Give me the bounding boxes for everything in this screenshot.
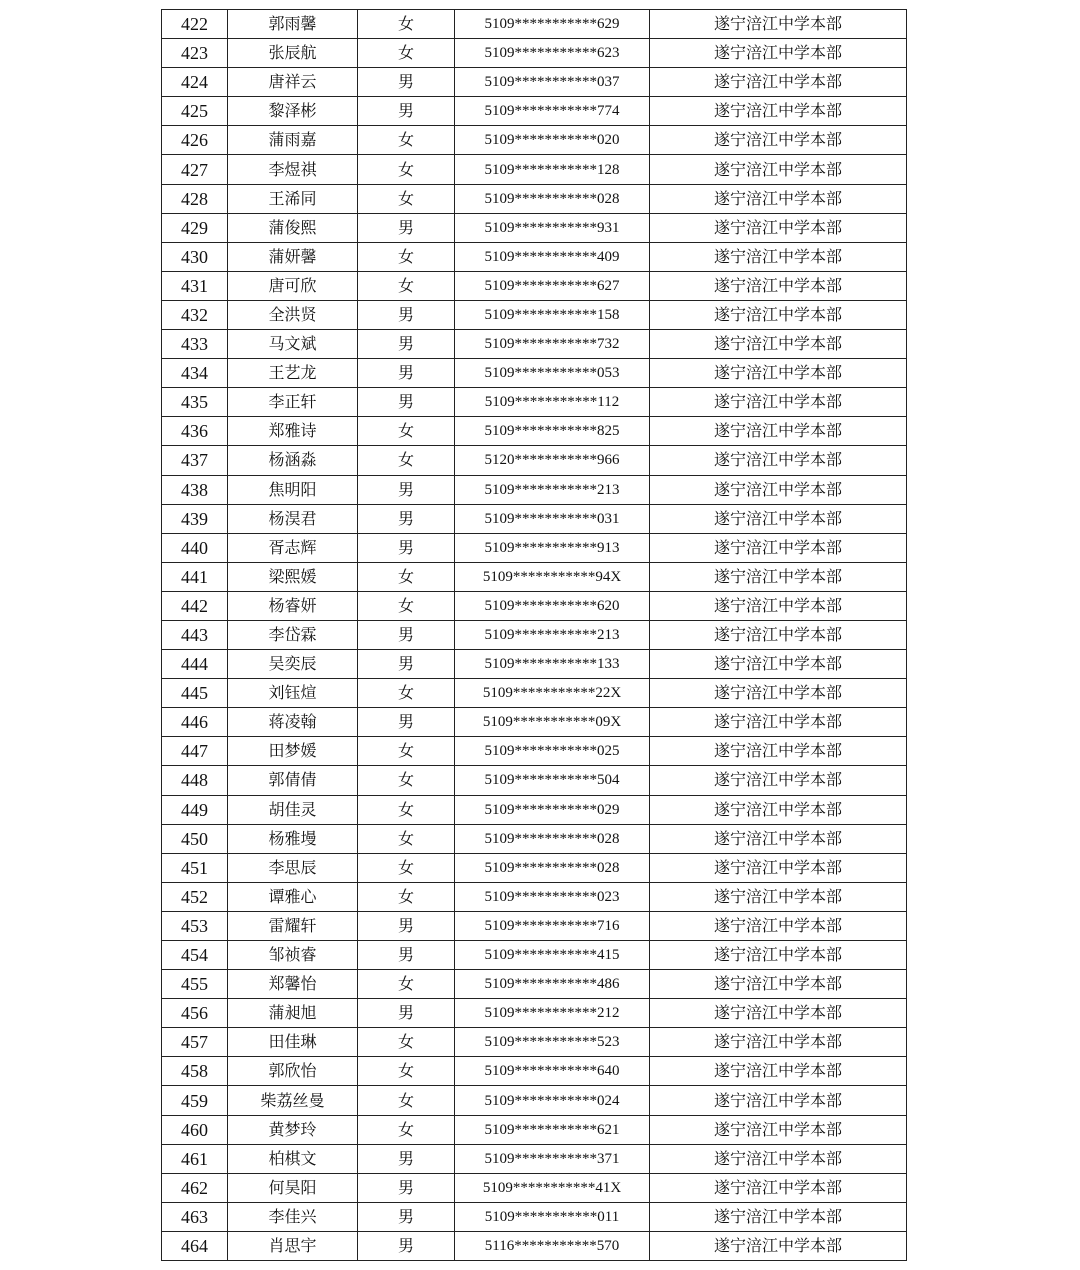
school-cell: 遂宁涪江中学本部 (650, 10, 907, 39)
school-cell: 遂宁涪江中学本部 (650, 620, 907, 649)
table-row (162, 155, 907, 184)
gender-cell: 女 (358, 417, 455, 446)
gender-cell: 女 (358, 562, 455, 591)
id-number-cell: 5116***********570 (455, 1231, 650, 1260)
row-number-cell: 442 (162, 591, 228, 620)
table-row (162, 1173, 907, 1202)
gender-cell: 男 (358, 708, 455, 737)
row-number-cell: 424 (162, 68, 228, 97)
gender-cell: 女 (358, 1028, 455, 1057)
name-cell: 蒲俊熙 (228, 213, 358, 242)
school-cell: 遂宁涪江中学本部 (650, 1173, 907, 1202)
table-row (162, 1115, 907, 1144)
name-cell: 李岱霖 (228, 620, 358, 649)
gender-cell: 女 (358, 824, 455, 853)
id-number-cell: 5109***********011 (455, 1202, 650, 1231)
name-cell: 谭雅心 (228, 882, 358, 911)
id-number-cell: 5109***********028 (455, 853, 650, 882)
table-row (162, 824, 907, 853)
school-cell: 遂宁涪江中学本部 (650, 126, 907, 155)
table-row (162, 359, 907, 388)
row-number-cell: 441 (162, 562, 228, 591)
table-row (162, 504, 907, 533)
school-cell: 遂宁涪江中学本部 (650, 97, 907, 126)
id-number-cell: 5109***********621 (455, 1115, 650, 1144)
gender-cell: 女 (358, 795, 455, 824)
school-cell: 遂宁涪江中学本部 (650, 737, 907, 766)
gender-cell: 男 (358, 330, 455, 359)
name-cell: 吴奕辰 (228, 650, 358, 679)
school-cell: 遂宁涪江中学本部 (650, 155, 907, 184)
table-row (162, 999, 907, 1028)
name-cell: 杨淏君 (228, 504, 358, 533)
row-number-cell: 462 (162, 1173, 228, 1202)
name-cell: 李思辰 (228, 853, 358, 882)
id-number-cell: 5109***********212 (455, 999, 650, 1028)
name-cell: 王浠同 (228, 184, 358, 213)
id-number-cell: 5109***********09X (455, 708, 650, 737)
table-row (162, 417, 907, 446)
name-cell: 郭欣怡 (228, 1057, 358, 1086)
id-number-cell: 5109***********371 (455, 1144, 650, 1173)
name-cell: 杨睿妍 (228, 591, 358, 620)
gender-cell: 男 (358, 1231, 455, 1260)
school-cell: 遂宁涪江中学本部 (650, 970, 907, 999)
name-cell: 李正轩 (228, 388, 358, 417)
table-row (162, 1202, 907, 1231)
table-row (162, 446, 907, 475)
row-number-cell: 447 (162, 737, 228, 766)
school-cell: 遂宁涪江中学本部 (650, 446, 907, 475)
table-row (162, 620, 907, 649)
gender-cell: 男 (358, 504, 455, 533)
school-cell: 遂宁涪江中学本部 (650, 679, 907, 708)
name-cell: 杨雅墁 (228, 824, 358, 853)
gender-cell: 女 (358, 970, 455, 999)
table-row (162, 970, 907, 999)
table-row (162, 1086, 907, 1115)
name-cell: 杨涵淼 (228, 446, 358, 475)
table-row (162, 242, 907, 271)
name-cell: 肖思宇 (228, 1231, 358, 1260)
row-number-cell: 434 (162, 359, 228, 388)
table-row (162, 795, 907, 824)
table-row (162, 679, 907, 708)
school-cell: 遂宁涪江中学本部 (650, 562, 907, 591)
gender-cell: 男 (358, 911, 455, 940)
school-cell: 遂宁涪江中学本部 (650, 1115, 907, 1144)
table-row (162, 68, 907, 97)
row-number-cell: 440 (162, 533, 228, 562)
school-cell: 遂宁涪江中学本部 (650, 39, 907, 68)
row-number-cell: 436 (162, 417, 228, 446)
id-number-cell: 5109***********158 (455, 300, 650, 329)
row-number-cell: 422 (162, 10, 228, 39)
name-cell: 田梦媛 (228, 737, 358, 766)
id-number-cell: 5109***********409 (455, 242, 650, 271)
school-cell: 遂宁涪江中学本部 (650, 999, 907, 1028)
id-number-cell: 5109***********037 (455, 68, 650, 97)
id-number-cell: 5109***********023 (455, 882, 650, 911)
gender-cell: 女 (358, 882, 455, 911)
name-cell: 柏棋文 (228, 1144, 358, 1173)
gender-cell: 女 (358, 853, 455, 882)
table-row (162, 882, 907, 911)
table-row (162, 10, 907, 39)
school-cell: 遂宁涪江中学本部 (650, 766, 907, 795)
name-cell: 郭倩倩 (228, 766, 358, 795)
table-row (162, 271, 907, 300)
school-cell: 遂宁涪江中学本部 (650, 388, 907, 417)
gender-cell: 女 (358, 10, 455, 39)
school-cell: 遂宁涪江中学本部 (650, 853, 907, 882)
name-cell: 全洪贤 (228, 300, 358, 329)
table-row (162, 300, 907, 329)
gender-cell: 女 (358, 126, 455, 155)
school-cell: 遂宁涪江中学本部 (650, 359, 907, 388)
table-row (162, 1057, 907, 1086)
table-row (162, 941, 907, 970)
table-body (162, 10, 907, 1261)
school-cell: 遂宁涪江中学本部 (650, 300, 907, 329)
id-number-cell: 5109***********486 (455, 970, 650, 999)
gender-cell: 女 (358, 242, 455, 271)
gender-cell: 女 (358, 155, 455, 184)
gender-cell: 女 (358, 591, 455, 620)
id-number-cell: 5109***********732 (455, 330, 650, 359)
table-row (162, 184, 907, 213)
gender-cell: 男 (358, 68, 455, 97)
name-cell: 焦明阳 (228, 475, 358, 504)
id-number-cell: 5109***********94X (455, 562, 650, 591)
school-cell: 遂宁涪江中学本部 (650, 1028, 907, 1057)
name-cell: 王艺龙 (228, 359, 358, 388)
id-number-cell: 5109***********029 (455, 795, 650, 824)
name-cell: 郑馨怡 (228, 970, 358, 999)
id-number-cell: 5109***********213 (455, 620, 650, 649)
table-row (162, 39, 907, 68)
school-cell: 遂宁涪江中学本部 (650, 650, 907, 679)
gender-cell: 男 (358, 1173, 455, 1202)
name-cell: 马文斌 (228, 330, 358, 359)
school-cell: 遂宁涪江中学本部 (650, 475, 907, 504)
table-row (162, 330, 907, 359)
gender-cell: 男 (358, 213, 455, 242)
school-cell: 遂宁涪江中学本部 (650, 708, 907, 737)
gender-cell: 女 (358, 766, 455, 795)
name-cell: 邹祯睿 (228, 941, 358, 970)
school-cell: 遂宁涪江中学本部 (650, 1144, 907, 1173)
row-number-cell: 435 (162, 388, 228, 417)
gender-cell: 男 (358, 1202, 455, 1231)
id-number-cell: 5109***********031 (455, 504, 650, 533)
gender-cell: 男 (358, 533, 455, 562)
name-cell: 李佳兴 (228, 1202, 358, 1231)
gender-cell: 男 (358, 941, 455, 970)
name-cell: 雷耀轩 (228, 911, 358, 940)
school-cell: 遂宁涪江中学本部 (650, 1057, 907, 1086)
name-cell: 唐可欣 (228, 271, 358, 300)
id-number-cell: 5109***********504 (455, 766, 650, 795)
name-cell: 蒲昶旭 (228, 999, 358, 1028)
school-cell: 遂宁涪江中学本部 (650, 1202, 907, 1231)
id-number-cell: 5109***********22X (455, 679, 650, 708)
row-number-cell: 432 (162, 300, 228, 329)
row-number-cell: 460 (162, 1115, 228, 1144)
school-cell: 遂宁涪江中学本部 (650, 795, 907, 824)
row-number-cell: 461 (162, 1144, 228, 1173)
table-row (162, 911, 907, 940)
id-number-cell: 5109***********213 (455, 475, 650, 504)
id-number-cell: 5109***********025 (455, 737, 650, 766)
id-number-cell: 5109***********053 (455, 359, 650, 388)
gender-cell: 男 (358, 300, 455, 329)
gender-cell: 女 (358, 184, 455, 213)
table-row (162, 533, 907, 562)
name-cell: 郑雅诗 (228, 417, 358, 446)
gender-cell: 男 (358, 97, 455, 126)
school-cell: 遂宁涪江中学本部 (650, 591, 907, 620)
table-row (162, 1144, 907, 1173)
row-number-cell: 463 (162, 1202, 228, 1231)
table-row (162, 1028, 907, 1057)
gender-cell: 男 (358, 475, 455, 504)
id-number-cell: 5109***********128 (455, 155, 650, 184)
table-row (162, 475, 907, 504)
row-number-cell: 428 (162, 184, 228, 213)
school-cell: 遂宁涪江中学本部 (650, 504, 907, 533)
table-row (162, 1231, 907, 1260)
gender-cell: 女 (358, 737, 455, 766)
table-row (162, 126, 907, 155)
id-number-cell: 5120***********966 (455, 446, 650, 475)
school-cell: 遂宁涪江中学本部 (650, 271, 907, 300)
id-number-cell: 5109***********133 (455, 650, 650, 679)
row-number-cell: 450 (162, 824, 228, 853)
row-number-cell: 455 (162, 970, 228, 999)
table-row (162, 708, 907, 737)
name-cell: 胡佳灵 (228, 795, 358, 824)
table-row (162, 562, 907, 591)
row-number-cell: 439 (162, 504, 228, 533)
id-number-cell: 5109***********620 (455, 591, 650, 620)
row-number-cell: 426 (162, 126, 228, 155)
row-number-cell: 427 (162, 155, 228, 184)
id-number-cell: 5109***********931 (455, 213, 650, 242)
table-row (162, 853, 907, 882)
table-row (162, 388, 907, 417)
id-number-cell: 5109***********640 (455, 1057, 650, 1086)
row-number-cell: 431 (162, 271, 228, 300)
name-cell: 李煜祺 (228, 155, 358, 184)
row-number-cell: 459 (162, 1086, 228, 1115)
id-number-cell: 5109***********716 (455, 911, 650, 940)
school-cell: 遂宁涪江中学本部 (650, 911, 907, 940)
gender-cell: 女 (358, 39, 455, 68)
id-number-cell: 5109***********112 (455, 388, 650, 417)
gender-cell: 女 (358, 1115, 455, 1144)
row-number-cell: 437 (162, 446, 228, 475)
row-number-cell: 451 (162, 853, 228, 882)
name-cell: 黎泽彬 (228, 97, 358, 126)
id-number-cell: 5109***********627 (455, 271, 650, 300)
gender-cell: 男 (358, 388, 455, 417)
row-number-cell: 458 (162, 1057, 228, 1086)
id-number-cell: 5109***********41X (455, 1173, 650, 1202)
row-number-cell: 446 (162, 708, 228, 737)
row-number-cell: 425 (162, 97, 228, 126)
row-number-cell: 448 (162, 766, 228, 795)
school-cell: 遂宁涪江中学本部 (650, 1231, 907, 1260)
gender-cell: 男 (358, 650, 455, 679)
row-number-cell: 457 (162, 1028, 228, 1057)
student-list-table (161, 9, 907, 1261)
row-number-cell: 464 (162, 1231, 228, 1260)
row-number-cell: 454 (162, 941, 228, 970)
table-row (162, 737, 907, 766)
name-cell: 黄梦玲 (228, 1115, 358, 1144)
school-cell: 遂宁涪江中学本部 (650, 882, 907, 911)
name-cell: 蒲妍馨 (228, 242, 358, 271)
gender-cell: 女 (358, 446, 455, 475)
gender-cell: 女 (358, 1057, 455, 1086)
row-number-cell: 453 (162, 911, 228, 940)
name-cell: 何昊阳 (228, 1173, 358, 1202)
table-row (162, 213, 907, 242)
row-number-cell: 443 (162, 620, 228, 649)
gender-cell: 女 (358, 679, 455, 708)
gender-cell: 女 (358, 271, 455, 300)
row-number-cell: 445 (162, 679, 228, 708)
row-number-cell: 444 (162, 650, 228, 679)
school-cell: 遂宁涪江中学本部 (650, 184, 907, 213)
school-cell: 遂宁涪江中学本部 (650, 533, 907, 562)
table-row (162, 97, 907, 126)
school-cell: 遂宁涪江中学本部 (650, 417, 907, 446)
id-number-cell: 5109***********629 (455, 10, 650, 39)
id-number-cell: 5109***********028 (455, 824, 650, 853)
row-number-cell: 429 (162, 213, 228, 242)
name-cell: 田佳琳 (228, 1028, 358, 1057)
name-cell: 梁熙媛 (228, 562, 358, 591)
row-number-cell: 452 (162, 882, 228, 911)
name-cell: 唐祥云 (228, 68, 358, 97)
id-number-cell: 5109***********623 (455, 39, 650, 68)
id-number-cell: 5109***********825 (455, 417, 650, 446)
id-number-cell: 5109***********020 (455, 126, 650, 155)
row-number-cell: 438 (162, 475, 228, 504)
school-cell: 遂宁涪江中学本部 (650, 330, 907, 359)
row-number-cell: 449 (162, 795, 228, 824)
gender-cell: 男 (358, 1144, 455, 1173)
school-cell: 遂宁涪江中学本部 (650, 1086, 907, 1115)
name-cell: 刘钰煊 (228, 679, 358, 708)
row-number-cell: 456 (162, 999, 228, 1028)
id-number-cell: 5109***********523 (455, 1028, 650, 1057)
school-cell: 遂宁涪江中学本部 (650, 213, 907, 242)
row-number-cell: 423 (162, 39, 228, 68)
table-row (162, 591, 907, 620)
name-cell: 郭雨馨 (228, 10, 358, 39)
name-cell: 柴荔丝曼 (228, 1086, 358, 1115)
row-number-cell: 433 (162, 330, 228, 359)
row-number-cell: 430 (162, 242, 228, 271)
table-row (162, 650, 907, 679)
school-cell: 遂宁涪江中学本部 (650, 242, 907, 271)
gender-cell: 女 (358, 1086, 455, 1115)
id-number-cell: 5109***********913 (455, 533, 650, 562)
school-cell: 遂宁涪江中学本部 (650, 941, 907, 970)
gender-cell: 男 (358, 999, 455, 1028)
school-cell: 遂宁涪江中学本部 (650, 68, 907, 97)
gender-cell: 男 (358, 359, 455, 388)
table-row (162, 766, 907, 795)
name-cell: 胥志辉 (228, 533, 358, 562)
name-cell: 张辰航 (228, 39, 358, 68)
id-number-cell: 5109***********024 (455, 1086, 650, 1115)
id-number-cell: 5109***********028 (455, 184, 650, 213)
name-cell: 蒋凌翰 (228, 708, 358, 737)
school-cell: 遂宁涪江中学本部 (650, 824, 907, 853)
gender-cell: 男 (358, 620, 455, 649)
name-cell: 蒲雨嘉 (228, 126, 358, 155)
id-number-cell: 5109***********774 (455, 97, 650, 126)
id-number-cell: 5109***********415 (455, 941, 650, 970)
